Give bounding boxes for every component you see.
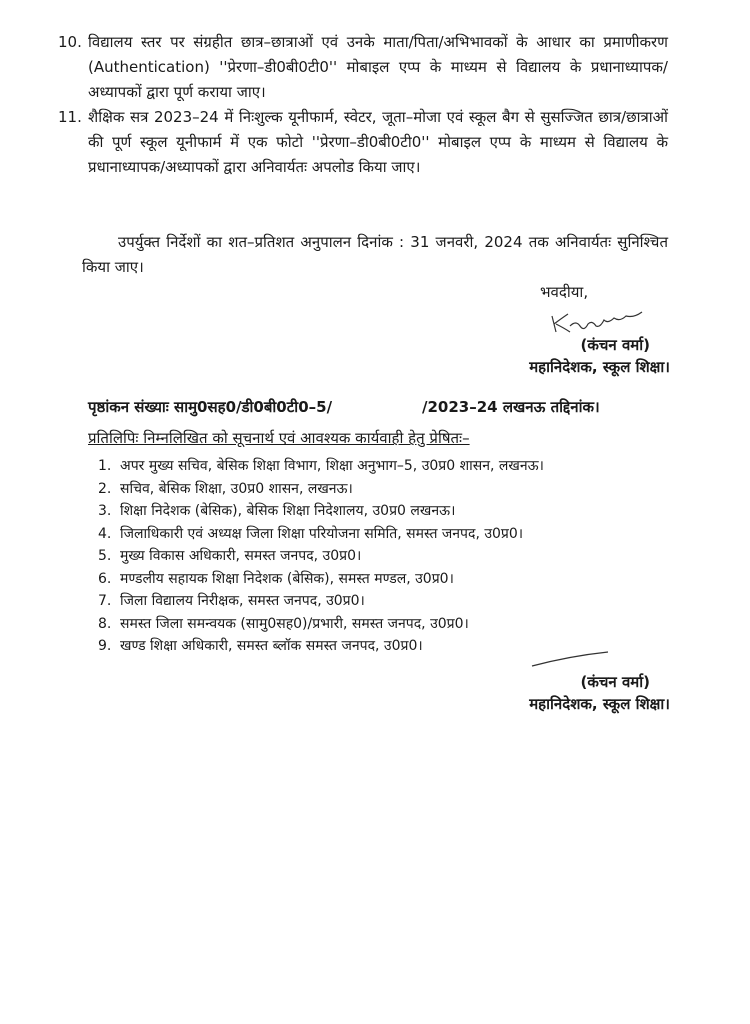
- list-item: [98, 545, 658, 568]
- list-item: [98, 478, 658, 501]
- signatory-designation: महानिदेशक, स्कूल शिक्षा।: [529, 358, 670, 376]
- list-number: 8.: [98, 615, 112, 632]
- signature: [548, 308, 668, 336]
- list-text: खण्ड शिक्षा अधिकारी, समस्त ब्लॉक समस्त जनपद, उ0प्र0।: [120, 638, 423, 654]
- compliance-paragraph: उपर्युक्त निर्देशों का शत–प्रतिशत अनुपालन दिनांक : 31 जनवरी, 2024 तक अनिवार्यतः सुनिश्चित किया जाए।: [82, 233, 668, 276]
- list-text: समस्त जिला समन्वयक (सामु0सह0)/प्रभारी, समस्त जनपद, उ0प्र0।: [120, 615, 469, 632]
- list-number: 4.: [98, 525, 112, 542]
- list-text: मुख्य विकास अधिकारी, समस्त जनपद, उ0प्र0।: [120, 548, 362, 564]
- list-text: मण्डलीय सहायक शिक्षा निदेशक (बेसिक), समस्त मण्डल, उ0प्र0।: [120, 570, 454, 587]
- list-number: 2.: [98, 480, 112, 497]
- signatory2-name: (कंचन वर्मा): [580, 673, 650, 691]
- list-item: [98, 523, 658, 546]
- list-item: [98, 613, 658, 636]
- endorsement-suffix: /2023–24 लखनऊ तद्दिनांक।: [422, 398, 600, 416]
- signatory2-designation: महानिदेशक, स्कूल शिक्षा।: [529, 695, 670, 713]
- list-number: 9.: [98, 638, 112, 654]
- item-number: 11.: [58, 108, 82, 126]
- list-number: 5.: [98, 548, 112, 564]
- list-item: [98, 500, 658, 523]
- endorsement-number: पृष्ठांकन संख्याः सामु0सह0/डी0बी0टी0–5/: [88, 398, 333, 416]
- list-item: [98, 590, 658, 613]
- list-number: 3.: [98, 503, 112, 519]
- copy-list: [98, 455, 658, 658]
- list-text: अपर मुख्य सचिव, बेसिक शिक्षा विभाग, शिक्षा अनुभाग–5, उ0प्र0 शासन, लखनऊ।: [120, 458, 544, 474]
- signature-stroke: [530, 650, 610, 670]
- list-text: जिलाधिकारी एवं अध्यक्ष जिला शिक्षा परियोजना समिति, समस्त जनपद, उ0प्र0।: [120, 525, 524, 542]
- list-item: [98, 455, 658, 478]
- copy-to-heading: [88, 428, 470, 448]
- closing: भवदीया,: [540, 283, 589, 301]
- list-item: [98, 568, 658, 591]
- list-number: 1.: [98, 458, 112, 474]
- signatory-name: (कंचन वर्मा): [580, 336, 650, 354]
- item-text: विद्यालय स्तर पर संग्रहीत छात्र–छात्राओं एवं उनके माता/पिता/अभिभावकों के आधार का प्रमाणीकरण (Authentication) ''प्रेरणा–डी0बी0टी0'' मोबाइल एप्प के माध्यम से विद्यालय के प्रधानाध्यापक/अध्यापकों द्वारा पूर्ण कराया जाए।: [88, 33, 668, 101]
- item-number: 10.: [58, 33, 82, 51]
- copy-to-heading-text: प्रतिलिपिः निम्नलिखित को सूचनार्थ एवं आवश्यक कार्यवाही हेतु प्रेषितः–: [88, 429, 470, 447]
- instruction-item-10: [58, 30, 668, 105]
- list-text: जिला विद्यालय निरीक्षक, समस्त जनपद, उ0प्र0।: [120, 593, 365, 609]
- list-number: 7.: [98, 593, 112, 609]
- instruction-item-11: [58, 105, 668, 180]
- item-text: शैक्षिक सत्र 2023–24 में निःशुल्क यूनीफार्म, स्वेटर, जूता–मोजा एवं स्कूल बैग से सुसज्जित छात्र/छात्राओं की पूर्ण स्कूल यूनीफार्म में एक फोटो ''प्रेरणा–डी0बी0टी0'' मोबाइल एप्प के माध्यम से विद्यालय के प्रधानाध्यापक/अध्यापकों द्वारा अनिवार्यतः अपलोड किया जाए।: [88, 108, 668, 176]
- list-text: शिक्षा निदेशक (बेसिक), बेसिक शिक्षा निदेशालय, उ0प्र0 लखनऊ।: [120, 503, 456, 519]
- list-number: 6.: [98, 570, 112, 587]
- list-text: सचिव, बेसिक शिक्षा, उ0प्र0 शासन, लखनऊ।: [120, 480, 353, 497]
